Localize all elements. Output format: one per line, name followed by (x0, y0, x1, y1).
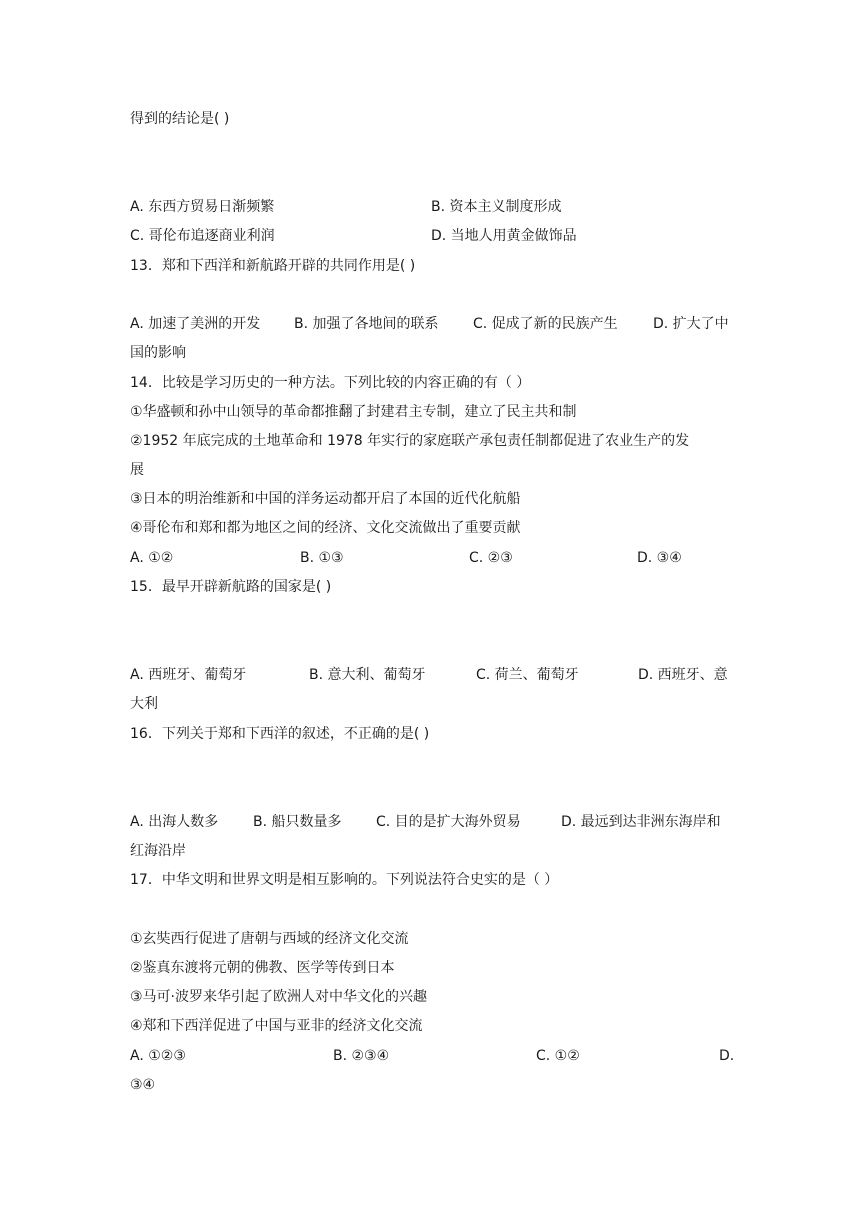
q17-option-a: A. ①②③ (130, 1048, 186, 1064)
q16-option-d: D. 最远到达非洲东海岸和 (561, 814, 721, 830)
q17-option-d-wrap: ③④ (130, 1077, 156, 1093)
q16-option-d-wrap: 红海沿岸 (130, 843, 186, 859)
q15-option-d-wrap: 大利 (130, 696, 158, 712)
q17-item-2: ②鉴真东渡将元朝的佛教、医学等传到日本 (130, 960, 395, 976)
q13-option-d-wrap: 国的影响 (130, 345, 186, 361)
q15-option-d: D. 西班牙、意 (638, 667, 728, 683)
q14-option-d: D. ③④ (637, 550, 682, 566)
q17-item-3: ③马可·波罗来华引起了欧洲人对中华文化的兴趣 (130, 989, 427, 1005)
q16-stem: 16．下列关于郑和下西洋的叙述，不正确的是( ) (130, 726, 430, 742)
q13-option-c: C. 促成了新的民族产生 (473, 316, 618, 332)
q14-item-2: ②1952 年底完成的土地革命和 1978 年实行的家庭联产承包责任制都促进了农业生产的发 (130, 433, 690, 449)
q14-option-a: A. ①② (130, 550, 174, 566)
q17-option-b: B. ②③④ (333, 1048, 390, 1064)
q14-item-1: ①华盛顿和孙中山领导的革命都推翻了封建君主专制，建立了民主共和制 (130, 404, 577, 420)
q15-stem: 15．最早开辟新航路的国家是( ) (130, 579, 332, 595)
q14-item-3: ③日本的明治维新和中国的洋务运动都开启了本国的近代化航船 (130, 491, 521, 507)
q16-option-c: C. 目的是扩大海外贸易 (376, 814, 521, 830)
q12-option-c: C. 哥伦布追逐商业利润 (130, 228, 275, 244)
q14-item-2-wrap: 展 (130, 462, 144, 478)
q15-option-b: B. 意大利、葡萄牙 (309, 667, 426, 683)
q13-option-d: D. 扩大了中 (653, 316, 729, 332)
q12-stem-tail: 得到的结论是( ) (130, 111, 230, 127)
q15-option-c: C. 荷兰、葡萄牙 (476, 667, 579, 683)
q14-option-c: C. ②③ (469, 550, 513, 566)
q13-stem: 13．郑和下西洋和新航路开辟的共同作用是( ) (130, 258, 416, 274)
q17-stem: 17．中华文明和世界文明是相互影响的。下列说法符合史实的是（ ） (130, 872, 559, 888)
q13-option-b: B. 加强了各地间的联系 (294, 316, 439, 332)
q15-option-a: A. 西班牙、葡萄牙 (130, 667, 247, 683)
q16-option-b: B. 船只数量多 (253, 814, 342, 830)
q14-option-b: B. ①③ (300, 550, 344, 566)
q12-option-b: B. 资本主义制度形成 (431, 199, 562, 215)
q16-option-a: A. 出海人数多 (130, 814, 219, 830)
q14-stem: 14．比较是学习历史的一种方法。下列比较的内容正确的有（ ） (130, 375, 531, 391)
q14-item-4: ④哥伦布和郑和都为地区之间的经济、文化交流做出了重要贡献 (130, 520, 521, 536)
q17-item-4: ④郑和下西洋促进了中国与亚非的经济文化交流 (130, 1018, 423, 1034)
q17-option-d: D. (719, 1048, 735, 1064)
q13-option-a: A. 加速了美洲的开发 (130, 316, 261, 332)
q17-item-1: ①玄奘西行促进了唐朝与西域的经济文化交流 (130, 931, 409, 947)
q17-option-c: C. ①② (536, 1048, 580, 1064)
q12-option-d: D. 当地人用黄金做饰品 (431, 228, 577, 244)
q12-option-a: A. 东西方贸易日渐频繁 (130, 199, 275, 215)
